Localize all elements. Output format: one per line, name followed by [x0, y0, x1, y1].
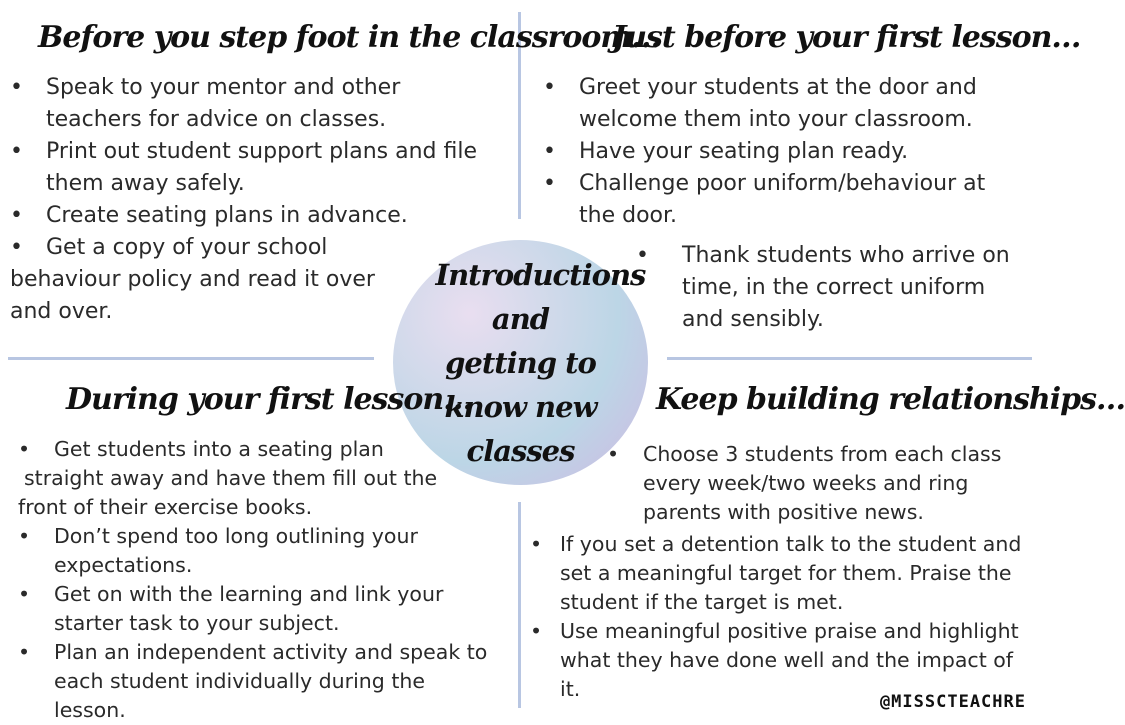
q2-list: [543, 72, 1013, 232]
q3-item: • Don’t spend too long outlining your expectations.: [18, 522, 498, 580]
q2-item: • Greet your students at the door and welcome them into your classroom.: [543, 72, 1013, 136]
q1-item: • Get a copy of your school: [10, 232, 500, 264]
q1-item: • Print out student support plans and file them away safely.: [10, 136, 500, 200]
q2-item: • Challenge poor uniform/behaviour at the door.: [543, 168, 1013, 232]
divider-left-horizontal: [8, 357, 374, 360]
divider-bottom-vertical: [518, 502, 521, 708]
q3-continuation: straight away and have them fill out the front of their exercise books.: [18, 466, 438, 519]
q3-first-item: • Get students into a seating plan: [18, 435, 488, 464]
q1-list: [10, 72, 500, 264]
q4-item: • If you set a detention talk to the student and set a meaningful target for them. Praise the student if the target is met.: [530, 530, 1030, 617]
divider-right-horizontal: [667, 357, 1032, 360]
q3-item: • Plan an independent activity and speak to each student individually during the lesson.: [18, 638, 498, 725]
q3-title: During your first lesson…: [66, 382, 473, 417]
author-handle: @MISSCTEACHRE: [879, 692, 1026, 712]
q4-first-list: [607, 440, 1027, 527]
q3-first-list: [18, 435, 488, 464]
q2-extra-list: [636, 240, 1026, 336]
q1-item: • Speak to your mentor and other teachers for advice on classes.: [10, 72, 500, 136]
q4-list: [530, 530, 1030, 704]
center-title: Introductions and getting to know new classes: [435, 257, 646, 468]
q2-item: • Have your seating plan ready.: [543, 136, 1013, 168]
q1-continuation: behaviour policy and read it over and over.: [10, 267, 375, 324]
q3-list: [18, 522, 498, 725]
q1-item: • Create seating plans in advance.: [10, 200, 500, 232]
q4-item: • Use meaningful positive praise and highlight what they have done well and the impact of it.: [530, 617, 1030, 704]
q2-extra-item: • Thank students who arrive on time, in the correct uniform and sensibly.: [636, 240, 1026, 336]
q1-title: Before you step foot in the classroom…: [38, 20, 661, 55]
q4-title: Keep building relationships…: [656, 382, 1125, 417]
q4-first-item: • Choose 3 students from each class every week/two weeks and ring parents with positive news.: [607, 440, 1027, 527]
q3-item: • Get on with the learning and link your starter task to your subject.: [18, 580, 498, 638]
q2-title: Just before your first lesson…: [612, 20, 1081, 55]
